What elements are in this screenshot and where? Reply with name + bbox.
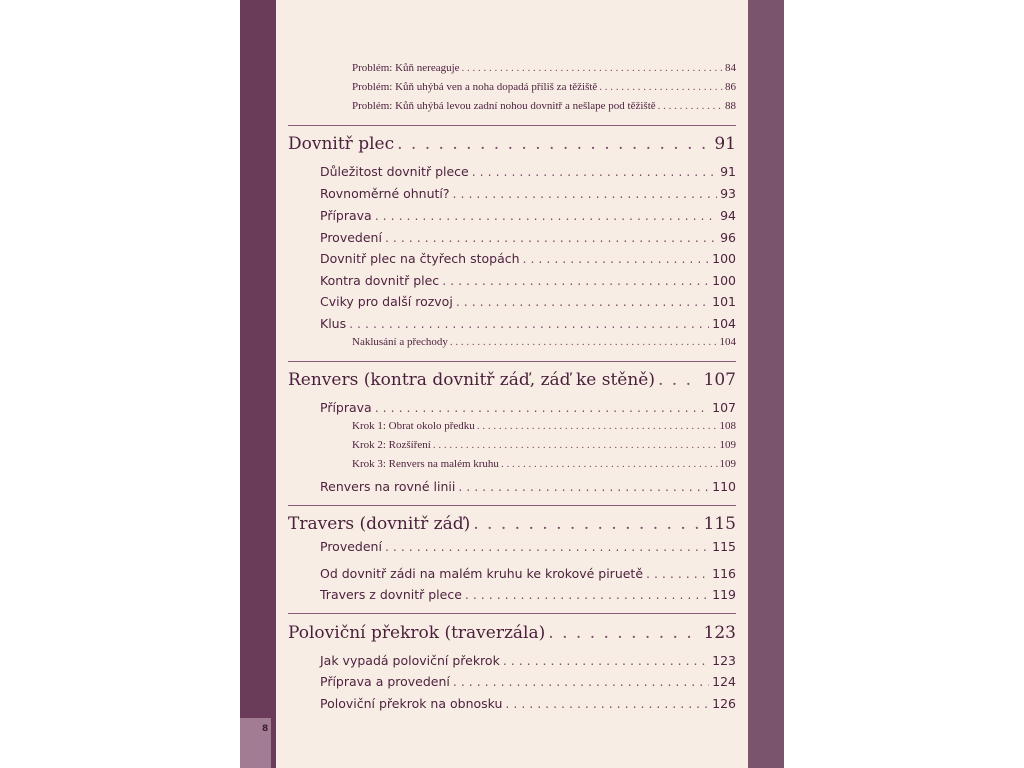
toc-entry: Provedení . . . 115 [320,539,736,554]
toc-entry: Důležitost dovnitř plece . . . 91 [320,164,736,179]
toc-entry: Klus . . . 104 [320,316,736,331]
toc-entry: Renvers na rovné linii . . . 110 [320,479,736,494]
toc-subentry: Problém: Kůň nereaguje . . . 84 [352,62,736,74]
section-divider [288,505,736,506]
page-number: 8 [262,724,269,734]
toc-entry: Jak vypadá poloviční překrok . . . 123 [320,653,736,668]
toc-subentry: Problém: Kůň uhýbá ven a noha dopadá příliš za těžiště . . . 86 [352,81,736,93]
toc-subentry: Naklusání a přechody . . . 104 [352,336,736,348]
toc-subentry: Problém: Kůň uhýbá levou zadní nohou dovnitř a nešlape pod těžiště . . . 88 [352,100,736,112]
toc-entry: Dovnitř plec na čtyřech stopách . . . 100 [320,251,736,266]
toc-entry: Příprava . . . 94 [320,208,736,223]
toc-entry: Příprava a provedení . . . 124 [320,674,736,689]
section-divider [288,613,736,614]
section-divider [288,125,736,126]
toc-entry: Příprava . . . 107 [320,400,736,415]
toc-entry: Od dovnitř zádi na malém kruhu ke krokové piruetě . . . 116 [320,566,736,581]
toc-entry: Kontra dovnitř plec . . . 100 [320,273,736,288]
right-margin-band [748,0,784,768]
section-divider [288,361,736,362]
toc-subentry: Krok 3: Renvers na malém kruhu . . . 109 [352,458,736,470]
toc-entry: Rovnoměrné ohnutí? . . . 93 [320,186,736,201]
toc-entry: Travers z dovnitř plece . . . 119 [320,587,736,602]
toc-chapter: Travers (dovnitř záď) . . . 115 [288,514,736,534]
toc-entry: Cviky pro další rozvoj . . . 101 [320,294,736,309]
toc-entry: Poloviční překrok na obnosku . . . 126 [320,696,736,711]
left-spine-band [240,0,276,768]
toc-entry: Provedení . . . 96 [320,230,736,245]
toc-chapter: Renvers (kontra dovnitř záď, záď ke stěně) . . . 107 [288,370,736,390]
toc-chapter: Poloviční překrok (traverzála) . . . 123 [288,623,736,643]
toc-subentry: Krok 2: Rozšíření . . . 109 [352,439,736,451]
toc-subentry: Krok 1: Obrat okolo předku . . . 108 [352,420,736,432]
toc-chapter: Dovnitř plec . . . 91 [288,134,736,154]
